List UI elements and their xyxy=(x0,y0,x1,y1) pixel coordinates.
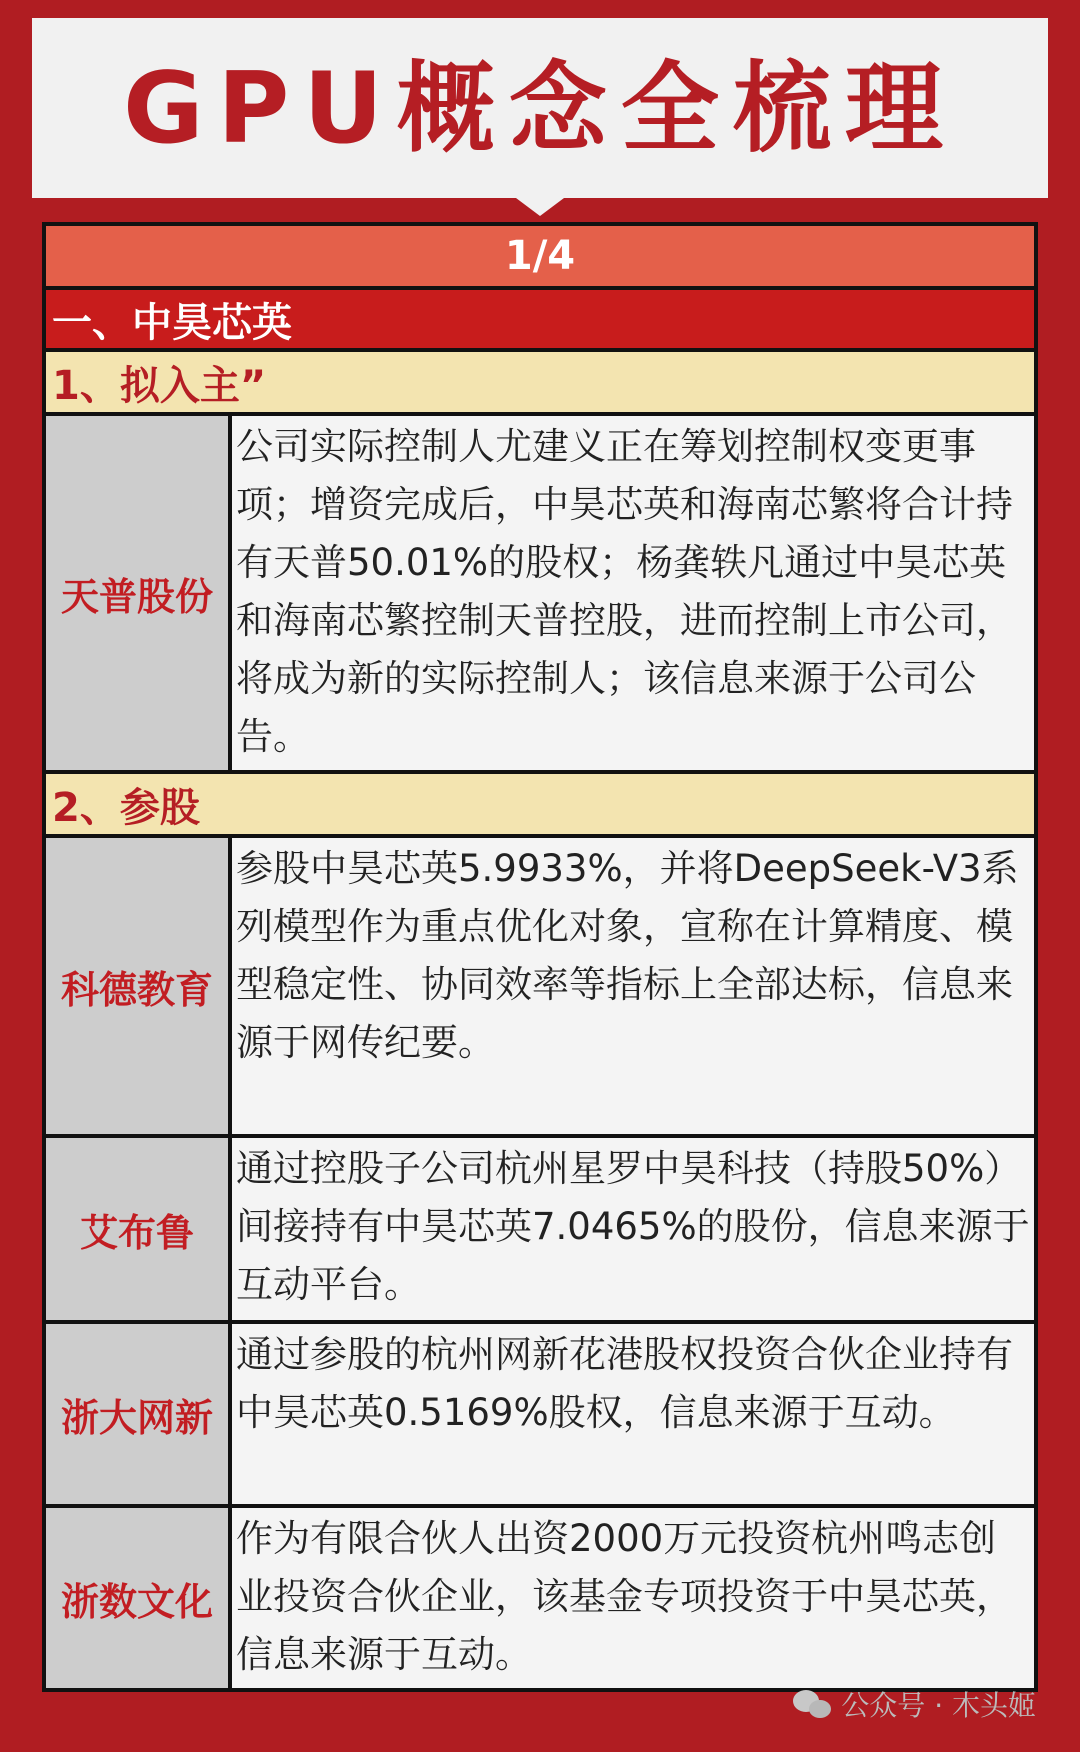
company-description: 参股中昊芯英5.9933%，并将DeepSeek-V3系列模型作为重点优化对象，宣称在计算精度、模型稳定性、协同效率等指标上全部达标，信息来源于网传纪要。 xyxy=(232,838,1034,1134)
table-row xyxy=(46,838,1034,1138)
company-name: 天普股份 xyxy=(46,416,232,770)
company-name: 浙大网新 xyxy=(46,1324,232,1504)
title-pointer xyxy=(516,198,564,216)
table-row xyxy=(46,1324,1034,1508)
info-table xyxy=(42,222,1038,1692)
company-name: 科德教育 xyxy=(46,838,232,1134)
watermark-text: 公众号 · 木头姬 xyxy=(841,1689,1036,1722)
watermark xyxy=(793,1684,1036,1724)
company-description: 公司实际控制人尤建义正在筹划控制权变更事项；增资完成后，中昊芯英和海南芯繁将合计持有天普50.01%的股权；杨龚轶凡通过中昊芯英和海南芯繁控制天普控股，进而控制上市公司，将成为新的实际控制人；该信息来源于公司公告。 xyxy=(232,416,1034,770)
company-description: 通过参股的杭州网新花港股权投资合伙企业持有中昊芯英0.5169%股权，信息来源于互动。 xyxy=(232,1324,1034,1504)
company-description: 作为有限合伙人出资2000万元投资杭州鸣志创业投资合伙企业，该基金专项投资于中昊芯英，信息来源于互动。 xyxy=(232,1508,1034,1688)
table-row xyxy=(46,1508,1034,1688)
company-name: 浙数文化 xyxy=(46,1508,232,1688)
page-title: GPU概念全梳理 xyxy=(123,52,957,166)
section-header: 一、中昊芯英 xyxy=(46,290,1034,352)
wechat-icon xyxy=(793,1688,833,1720)
company-description: 通过控股子公司杭州星罗中昊科技（持股50%）间接持有中昊芯英7.0465%的股份，信息来源于互动平台。 xyxy=(232,1138,1034,1320)
subsection-header-2: 2、参股 xyxy=(46,774,1034,838)
subsection-header-1: 1、拟入主” xyxy=(46,352,1034,416)
table-row xyxy=(46,416,1034,774)
company-name: 艾布鲁 xyxy=(46,1138,232,1320)
title-panel xyxy=(32,18,1048,198)
page-indicator: 1/4 xyxy=(46,226,1034,290)
table-row xyxy=(46,1138,1034,1324)
